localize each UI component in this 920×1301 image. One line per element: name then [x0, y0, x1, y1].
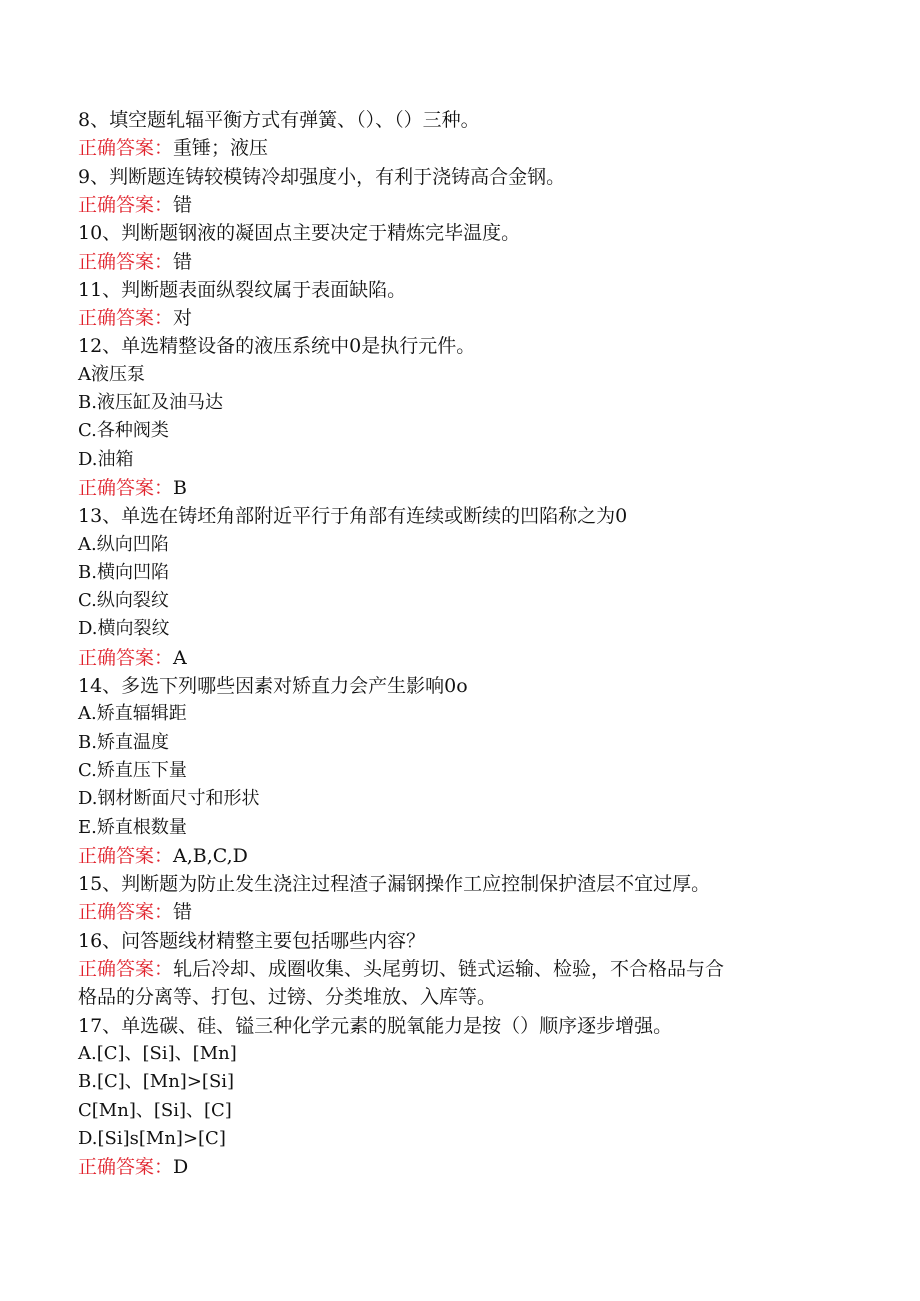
option-line: C.矫直压下量: [78, 759, 187, 781]
answer-label: 正确答案：: [78, 193, 174, 216]
answer-line: [78, 304, 858, 332]
question-line: 17、单选碳、硅、镒三种化学元素的脱氧能力是按（）顺序逐步增强。: [78, 1014, 673, 1037]
option-line: D.[Si]s[Mn]>[C]: [78, 1127, 226, 1149]
option-line: A.矫直辐辑距: [78, 703, 187, 725]
answer-value: 轧后冷却、成圈收集、头尾剪切、链式运输、检验，不合格品与合: [173, 958, 725, 980]
answer-value: A: [173, 646, 187, 669]
option-line: D.钢材断面尺寸和形状: [78, 788, 260, 810]
answer-value: 错: [173, 193, 193, 216]
option-line: E.矫直根数量: [78, 816, 187, 838]
option-line: C[Mn]、[Si]、[C]: [78, 1099, 232, 1121]
option-line: B.矫直温度: [78, 731, 169, 753]
answer-line: [78, 134, 858, 162]
option-line: D.油箱: [78, 448, 134, 470]
question-line: 9、判断题连铸较模铸冷却强度小，有利于浇铸高合金钢。: [78, 165, 566, 188]
option-line: D.横向裂纹: [78, 618, 170, 640]
answer-label: 正确答案：: [78, 1156, 174, 1179]
question-line: 15、判断题为防止发生浇注过程渣子漏钢操作工应控制保护渣层不宜过厚。: [78, 873, 711, 896]
option-line: B.横向凹陷: [78, 561, 169, 583]
answer-value: 错: [173, 250, 193, 273]
answer-line: [78, 248, 858, 276]
question-line: 14、多选下列哪些因素对矫直力会产生影响0o: [78, 675, 468, 697]
answer-label: 正确答案：: [78, 844, 174, 867]
question-line: 13、单选在铸坯角部附近平行于角部有连续或断续的凹陷称之为0: [78, 505, 628, 528]
answer-label: 正确答案：: [78, 307, 174, 330]
question-line: 格品的分离等、打包、过镑、分类堆放、入库等。: [78, 986, 497, 1009]
option-line: B.[C]、[Mn]>[Si]: [78, 1071, 235, 1093]
answer-value: A,B,C,D: [173, 844, 248, 867]
question-line: 11、判断题表面纵裂纹属于表面缺陷。: [78, 278, 407, 301]
answer-line: [78, 644, 858, 672]
answer-line: [78, 898, 858, 926]
answer-label: 正确答案：: [78, 901, 174, 924]
answer-line: [78, 191, 858, 219]
answer-value: 重锤；液压: [173, 137, 269, 160]
answer-label: 正确答案：: [78, 646, 174, 669]
answer-value: 错: [173, 901, 193, 924]
answer-value: D: [173, 1156, 189, 1179]
answer-label: 正确答案：: [78, 958, 174, 980]
answer-line: [78, 1153, 858, 1181]
answer-line: [78, 842, 858, 870]
answer-line: [78, 474, 858, 502]
answer-label: 正确答案：: [78, 250, 174, 273]
answer-label: 正确答案：: [78, 137, 174, 160]
option-line: C.纵向裂纹: [78, 590, 169, 612]
option-line: A.[C]、[Si]、[Mn]: [78, 1042, 237, 1064]
question-line: 8、填空题轧辐平衡方式有弹簧、（）、（）三种。: [78, 109, 480, 131]
answer-value: 对: [173, 307, 193, 330]
question-line: 16、问答题线材精整主要包括哪些内容？: [78, 929, 426, 952]
answer-line: [78, 955, 858, 983]
question-line: 10、判断题钢液的凝固点主要决定于精炼完毕温度。: [78, 222, 521, 245]
question-line: 12、单选精整设备的液压系统中0是执行元件。: [78, 335, 476, 358]
option-line: B.液压缸及油马达: [78, 392, 223, 413]
option-line: A.纵向凹陷: [78, 533, 169, 555]
answer-value: B: [173, 476, 187, 499]
option-line: A液压泵: [78, 363, 145, 385]
option-line: C.各种阀类: [78, 420, 169, 442]
answer-label: 正确答案：: [78, 476, 174, 499]
